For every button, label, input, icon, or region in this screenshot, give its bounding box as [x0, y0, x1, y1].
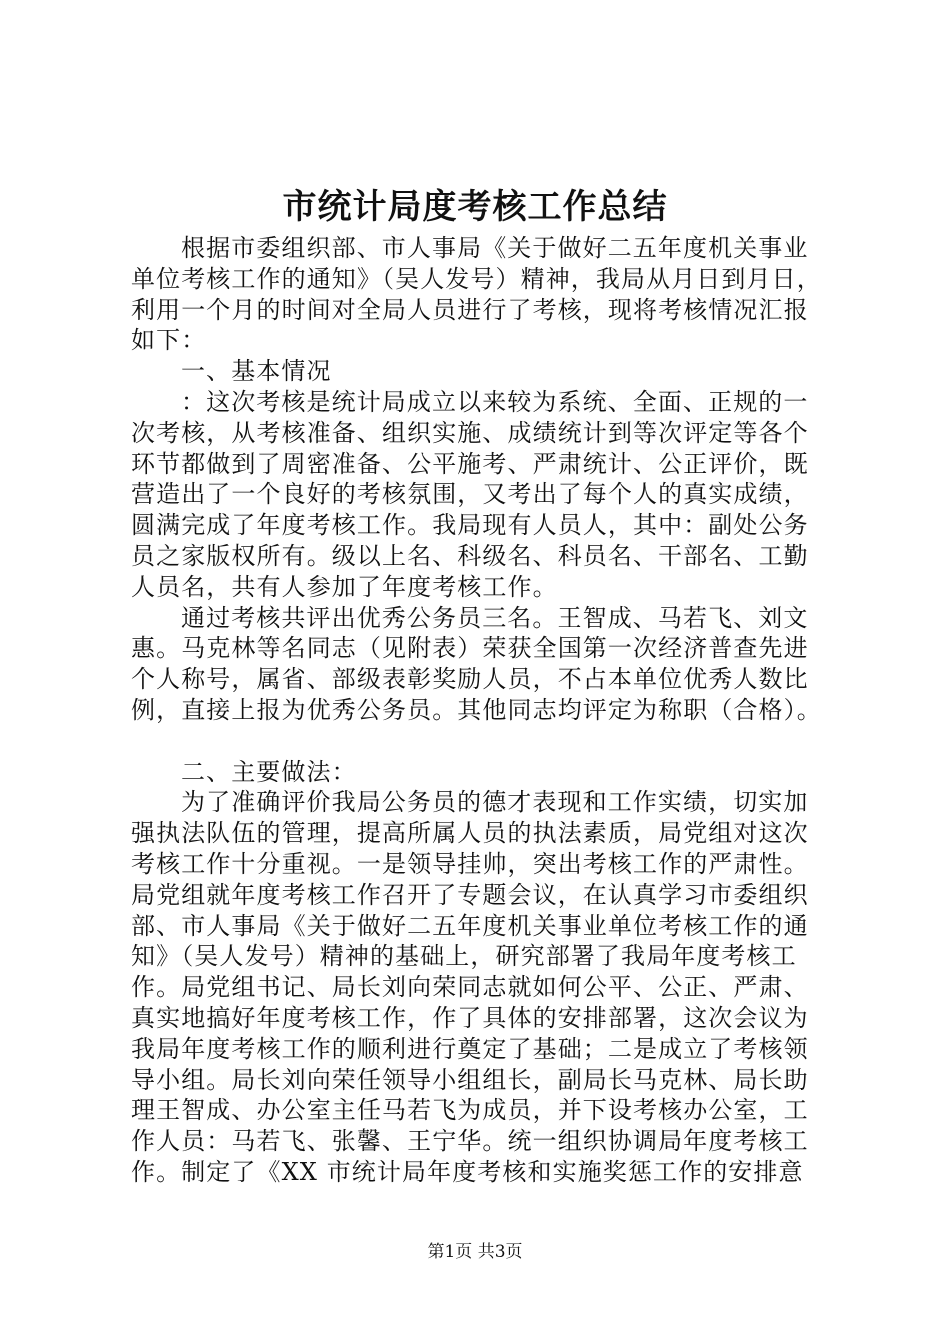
body-line: 强执法队伍的管理，提高所属人员的执法素质，局党组对这次: [131, 819, 809, 848]
body-line: 利用一个月的时间对全局人员进行了考核，现将考核情况汇报: [131, 295, 809, 324]
body-line: 部、市人事局《关于做好二五年度机关事业单位考核工作的通: [131, 911, 809, 940]
body-line: 为了准确评价我局公务员的德才表现和工作实绩，切实加: [181, 788, 809, 817]
body-line: 理王智成、办公室主任马若飞为成员，并下设考核办公室，工: [131, 1096, 809, 1125]
body-line: 惠。马克林等名同志（见附表）荣获全国第一次经济普查先进: [131, 634, 809, 663]
body-line: 通过考核共评出优秀公务员三名。王智成、马若飞、刘文: [181, 603, 809, 632]
body-line: 作。制定了《XX 市统计局年度考核和实施奖惩工作的安排意: [131, 1157, 804, 1186]
body-line: 考核工作十分重视。一是领导挂帅，突出考核工作的严肃性。: [131, 849, 809, 878]
body-line: 作人员：马若飞、张馨、王宁华。统一组织协调局年度考核工: [131, 1127, 809, 1156]
section-heading: 二、主要做法：: [181, 757, 357, 786]
body-line: 导小组。局长刘向荣任领导小组组长，副局长马克林、局长助: [131, 1065, 809, 1094]
body-line: 例，直接上报为优秀公务员。其他同志均评定为称职（合格）。: [131, 695, 822, 724]
body-line: 真实地搞好年度考核工作，作了具体的安排部署，这次会议为: [131, 1003, 809, 1032]
page-number-footer: 第1页 共3页: [427, 1242, 523, 1262]
body-line: 如下：: [131, 326, 207, 355]
body-line: 根据市委组织部、市人事局《关于做好二五年度机关事业: [181, 234, 809, 262]
document-title: 市统计局度考核工作总结: [282, 187, 668, 227]
body-line: 知》（吴人发号）精神的基础上，研究部署了我局年度考核工: [131, 942, 797, 971]
blank-line: [131, 726, 831, 757]
body-line: 员之家版权所有。级以上名、科级名、科员名、干部名、工勤: [131, 541, 809, 570]
body-line: 环节都做到了周密准备、公平施考、严肃统计、公正评价，既: [131, 449, 809, 478]
body-line: 单位考核工作的通知》（吴人发号）精神，我局从月日到月日，: [131, 264, 822, 293]
body-line: 我局年度考核工作的顺利进行奠定了基础；二是成立了考核领: [131, 1034, 809, 1063]
body-line: 个人称号，属省、部级表彰奖励人员，不占本单位优秀人数比: [131, 665, 809, 694]
body-line: 作。局党组书记、局长刘向荣同志就如何公平、公正、严肃、: [131, 973, 809, 1002]
document-body: [131, 233, 831, 1188]
body-line: 营造出了一个良好的考核氛围，又考出了每个人的真实成绩，: [131, 480, 809, 509]
body-line: ：这次考核是统计局成立以来较为系统、全面、正规的一: [181, 387, 809, 416]
body-line: 局党组就年度考核工作召开了专题会议，在认真学习市委组织: [131, 880, 809, 909]
body-line: 人员名，共有人参加了年度考核工作。: [131, 572, 558, 601]
section-heading: 一、基本情况: [181, 357, 332, 386]
body-line: 次考核，从考核准备、组织实施、成绩统计到等次评定等各个: [131, 418, 809, 447]
body-line: 圆满完成了年度考核工作。我局现有人员人，其中：副处公务: [131, 511, 809, 540]
